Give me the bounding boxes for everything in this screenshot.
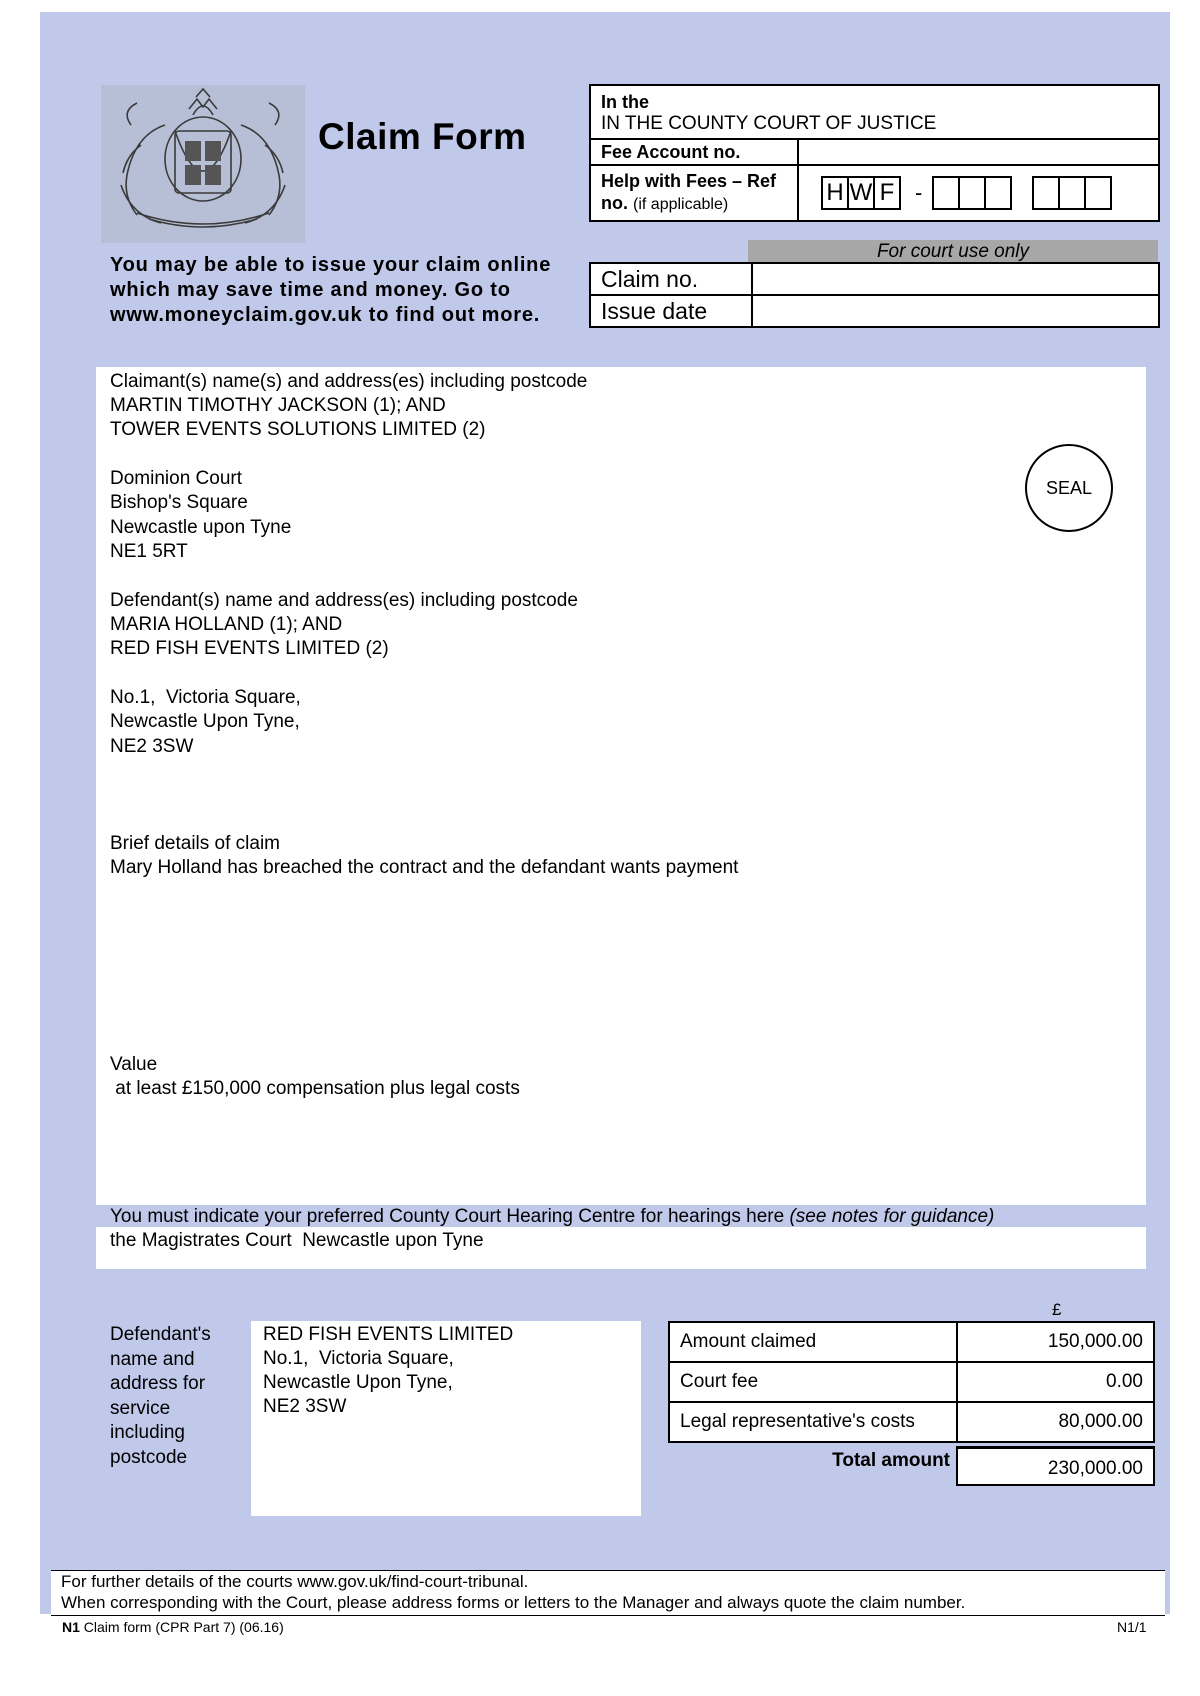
hearing-centre-note: (see notes for guidance) [789,1206,995,1227]
defendant-label: Defendant(s) name and address(es) including postcode [110,590,578,611]
court-use-table [589,262,1160,328]
court-seal: SEAL [1025,444,1113,532]
hwf-letter-w: W [847,176,875,210]
court-name[interactable]: IN THE COUNTY COURT OF JUSTICE [601,112,937,134]
form-code-text: Claim form (CPR Part 7) (06.16) [79,1619,284,1635]
online-claim-notice: You may be able to issue your claim online which may save time and money. Go to www.moneyclaim.gov.uk to find out more. [110,254,552,326]
hearing-centre-field[interactable] [96,1227,1146,1269]
hwf-digit-box[interactable] [958,176,986,210]
defendant-name-2[interactable]: RED FISH EVENTS LIMITED (2) [110,638,389,659]
claimant-name-1[interactable]: MARTIN TIMOTHY JACKSON (1); AND [110,395,446,416]
value-label: Value [110,1054,158,1075]
value-text[interactable]: at least £150,000 compensation plus legal costs [110,1078,520,1099]
footer-notice [51,1570,1165,1616]
service-address-label [110,1323,230,1470]
service-label-line: including [110,1422,185,1443]
amount-claimed-field[interactable]: 150,000.00 [957,1322,1154,1362]
issue-date-field[interactable] [752,295,1159,327]
claimant-label: Claimant(s) name(s) and address(es) including postcode [110,371,588,392]
claimant-address-line[interactable]: NE1 5RT [110,541,188,562]
claim-details-label: Brief details of claim [110,833,281,854]
service-label-line: address for [110,1373,206,1394]
claim-no-label: Claim no. [590,263,752,295]
service-label-line: service [110,1397,171,1419]
hwf-digit-box[interactable] [1084,176,1112,210]
hwf-label-bold: Help with Fees – Ref no. [601,171,777,213]
service-address-field[interactable] [251,1321,641,1516]
claim-details-text[interactable]: Mary Holland has breached the contract and the defandant wants payment [110,857,739,878]
total-amount-field[interactable]: 230,000.00 [956,1446,1155,1486]
claim-no-field[interactable] [752,263,1159,295]
form-code-bold: N1 [62,1619,80,1635]
court-fee-field[interactable]: 0.00 [957,1362,1154,1402]
total-amount-label: Total amount [832,1450,950,1471]
hwf-label-note: (if applicable) [633,196,729,213]
service-address-line[interactable]: No.1, Victoria Square, [263,1348,454,1369]
hwf-letter-h: H [821,176,849,210]
service-label-line: postcode [110,1446,188,1468]
amount-row [669,1322,1154,1362]
form-code [62,1619,284,1635]
claimant-address-line[interactable]: Dominion Court [110,468,242,489]
amount-row-label: Legal representative's costs [669,1402,957,1442]
defendant-name-1[interactable]: MARIA HOLLAND (1); AND [110,614,343,635]
issue-date-label: Issue date [590,295,752,327]
amount-row-label: Court fee [669,1362,957,1402]
footer-line-2: When corresponding with the Court, please address forms or letters to the Manager and always quote the claim number. [61,1593,966,1612]
legal-costs-field[interactable]: 80,000.00 [957,1402,1154,1442]
form-title: Claim Form [318,116,527,157]
hwf-dash: - [915,180,923,205]
hwf-label [590,165,798,221]
claimant-name-2[interactable]: TOWER EVENTS SOLUTIONS LIMITED (2) [110,419,486,440]
hwf-digit-box[interactable] [1058,176,1086,210]
service-address-line[interactable]: NE2 3SW [263,1396,347,1417]
defendant-address-line[interactable]: No.1, Victoria Square, [110,687,301,708]
royal-crest-logo [101,85,305,243]
page-number: N1/1 [1117,1619,1147,1635]
hwf-digit-box[interactable] [932,176,960,210]
amount-row [669,1362,1154,1402]
court-use-only-banner: For court use only [748,240,1158,262]
hearing-centre-label [110,1206,994,1228]
hwf-ref-field[interactable] [798,165,1159,221]
hwf-digit-box[interactable] [1032,176,1060,210]
defendant-address-line[interactable]: NE2 3SW [110,736,194,757]
claimant-address-line[interactable]: Newcastle upon Tyne [110,517,292,538]
court-header-table [589,84,1160,222]
service-label-line: name and [110,1348,195,1370]
hwf-digit-box[interactable] [984,176,1012,210]
amount-row [669,1402,1154,1442]
service-address-line[interactable]: RED FISH EVENTS LIMITED [263,1324,514,1345]
fee-account-label: Fee Account no. [590,139,798,165]
defendant-address-line[interactable]: Newcastle Upon Tyne, [110,711,300,732]
footer-line-1: For further details of the courts www.gov.uk/find-court-tribunal. [61,1572,529,1591]
hearing-centre-label-text: You must indicate your preferred County Court Hearing Centre for hearings here [110,1206,785,1227]
currency-symbol: £ [1052,1300,1062,1319]
hearing-centre-value[interactable]: the Magistrates Court Newcastle upon Tyne [110,1230,484,1251]
amount-row-label: Amount claimed [669,1322,957,1362]
amounts-table [668,1321,1155,1443]
claimant-address-line[interactable]: Bishop's Square [110,492,248,513]
service-label-line: Defendant's [110,1324,211,1345]
hwf-letter-f: F [873,176,901,210]
service-address-line[interactable]: Newcastle Upon Tyne, [263,1372,453,1393]
fee-account-field[interactable] [798,139,1159,165]
in-the-label: In the [601,91,649,112]
